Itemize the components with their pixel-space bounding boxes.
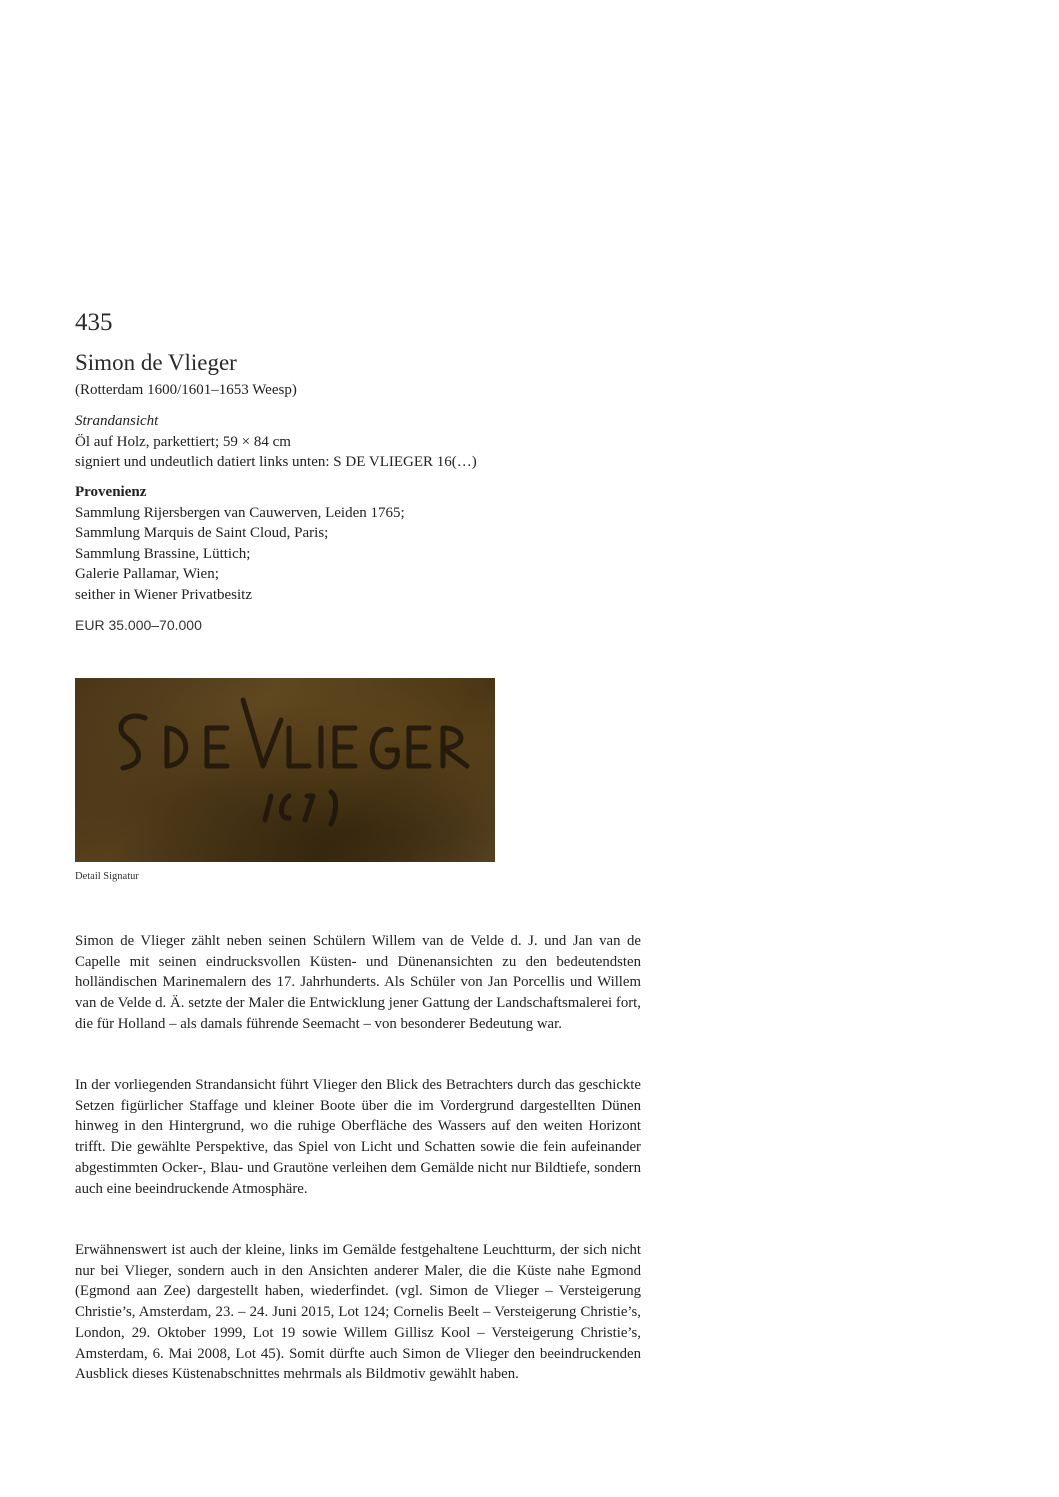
artist-dates: (Rotterdam 1600/1601–1653 Weesp) [75,382,297,398]
artwork-details [75,411,477,473]
artwork-title: Strandansicht [75,413,159,429]
provenance-item: Sammlung Brassine, Lüttich; [75,545,251,562]
provenance-heading: Provenienz [75,484,147,500]
body-paragraph: In der vorliegenden Strandansicht führt Vlieger den Blick des Betrachters durch das geschickte Setzen figürlicher Staffage und kleiner Boote über die im Vordergrund dargestellten Dünen hinweg in den Hintergrund, wo die ruhige Oberfläche des Wassers auf den weiten Horizont trifft. Die gewählte Perspektive, das Spiel von Licht und Schatten sowie die fein aufeinander abgestimmten Ocker-, Blau- und Grautöne verleihen dem Gemälde nicht nur Bildtiefe, sondern auch eine beeindruckende Atmosphäre. [75,1077,641,1197]
signature-detail-image [75,678,495,862]
provenance-item: Galerie Pallamar, Wien; [75,566,219,582]
image-caption: Detail Signatur [75,871,139,882]
artwork-signature: signiert und undeutlich datiert links unten: S DE VLIEGER 16(…) [75,454,477,470]
price-estimate: EUR 35.000–70.000 [75,617,202,633]
lot-number: 435 [75,309,113,336]
provenance-item: Sammlung Rijersbergen van Cauwerven, Leiden 1765; [75,504,405,521]
provenance-section [75,482,405,605]
artwork-medium: Öl auf Holz, parkettiert; 59 × 84 cm [75,433,291,450]
artist-name: Simon de Vlieger [75,350,237,375]
body-paragraph: Simon de Vlieger zählt neben seinen Schülern Willem van de Velde d. J. und Jan van de Capelle mit seinen eindrucksvollen Küsten- und Dünenansichten zu den bedeutendsten holländischen Marinemalern des 17. Jahrhunderts. Als Schüler von Jan Porcellis und Willem van de Velde d. Ä. setzte der Maler die Entwicklung jener Gattung der Landschaftsmalerei fort, die für Holland – als damals führende Seemacht – von besonderer Bedeutung war. [75,933,641,1032]
provenance-item: Sammlung Marquis de Saint Cloud, Paris; [75,525,329,541]
provenance-item: seither in Wiener Privatbesitz [75,586,252,603]
signature-strokes [75,678,495,862]
body-paragraph: Erwähnenswert ist auch der kleine, links im Gemälde festgehaltene Leuchtturm, der sich nicht nur bei Vlieger, sondern auch in den Ansichten anderer Maler, die die Küste nahe Egmond (Egmond aan Zee) dargestellt haben, wiederfindet. (vgl. Simon de Vlieger – Versteigerung Christie’s, Amsterdam, 23. – 24. Juni 2015, Lot 124; Cornelis Beelt – Versteigerung Christie’s, London, 29. Oktober 1999, Lot 19 sowie Willem Gillisz Kool – Versteigerung Christie’s, Amsterdam, 6. Mai 2008, Lot 45). Somit dürfte auch Simon de Vlieger den beeindruckenden Ausblick dieses Küstenabschnittes mehrmals als Bildmotiv gewählt haben. [75,1242,641,1383]
